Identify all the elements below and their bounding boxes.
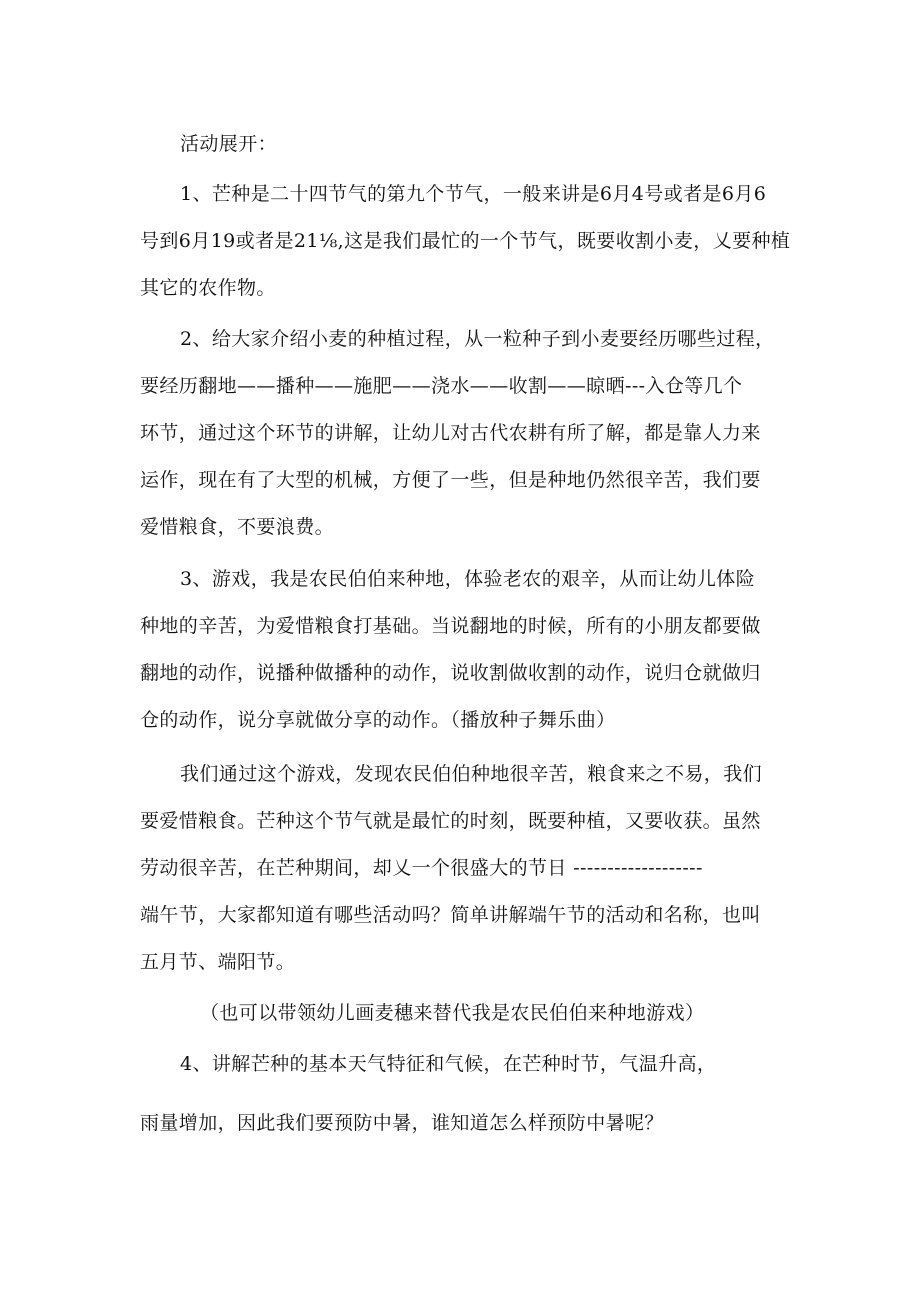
paragraph-3-line-3: 翻地的动作，说播种做播种的动作，说收割做收割的动作，说归仓就做归 — [140, 662, 761, 684]
paragraph-3-line-2: 种地的辛苦，为爱惜粮食打基础。当说翻地的时候，所有的小朋友都要做 — [140, 615, 761, 637]
paragraph-2-line-1: 2、给大家介绍小麦的种植过程，从一粒种子到小麦要经历哪些过程， — [180, 328, 775, 350]
paragraph-3-line-4: 仓的动作，说分享就做分享的动作。（播放种子舞乐曲） — [140, 709, 616, 731]
paragraph-5-line-1: 4、讲解芒种的基本天气特征和气候，在芒种时节，气温升高， — [180, 1053, 717, 1075]
paragraph-5-line-2: 雨量增加，因此我们要预防中暑，谁知道怎么样预防中暑呢？ — [140, 1112, 664, 1134]
paragraph-4-line-4: 端午节，大家都知道有哪些活动吗？简单讲解端午节的活动和名称，也叫 — [140, 904, 761, 926]
paragraph-1-line-1: 1、芒种是二十四节气的第九个节气，一般来讲是6月4号或者是6月6 — [180, 183, 767, 205]
paragraph-3-line-1: 3、游戏，我是农民伯伯来种地，体验老农的艰辛，从而让幼儿体险 — [180, 568, 756, 590]
paragraph-2-line-4: 运作，现在有了大型的机械，方便了一些，但是种地仍然很辛苦，我们要 — [140, 469, 761, 491]
paragraph-1-line-2: 号到6月19或者是21⅛,这是我们最忙的一个节气，既要收割小麦，乂要种植 — [140, 230, 791, 252]
paragraph-2-line-5: 爱惜粮食，不要浪费。 — [140, 516, 335, 538]
paragraph-4-line-5: 五月节、端阳节。 — [140, 951, 296, 973]
paragraph-4-line-2: 要爱惜粮食。芒种这个节气就是最忙的时刻，既要种植，又要收获。虽然 — [140, 810, 761, 832]
parenthetical-note: （也可以带领幼儿画麦穗来替代我是农民伯伯来种地游戏） — [200, 1002, 705, 1024]
paragraph-2-line-2: 要经历翻地——播种——施肥——浇水——收割——晾晒---入仓等几个 — [140, 375, 743, 397]
paragraph-4-line-1: 我们通过这个游戏，发现农民伯伯种地很辛苦，粮食来之不易，我们 — [180, 763, 763, 785]
paragraph-1-line-3: 其它的农作物。 — [140, 277, 276, 299]
paragraph-4-line-3: 劳动很辛苦，在芒种期间，却乂一个很盛大的节日 ------------------- — [140, 857, 703, 879]
paragraph-2-line-3: 环节，通过这个环节的讲解，让幼儿对古代农耕有所了解，都是靠人力来 — [140, 422, 761, 444]
section-heading: 活动展开： — [180, 133, 278, 155]
